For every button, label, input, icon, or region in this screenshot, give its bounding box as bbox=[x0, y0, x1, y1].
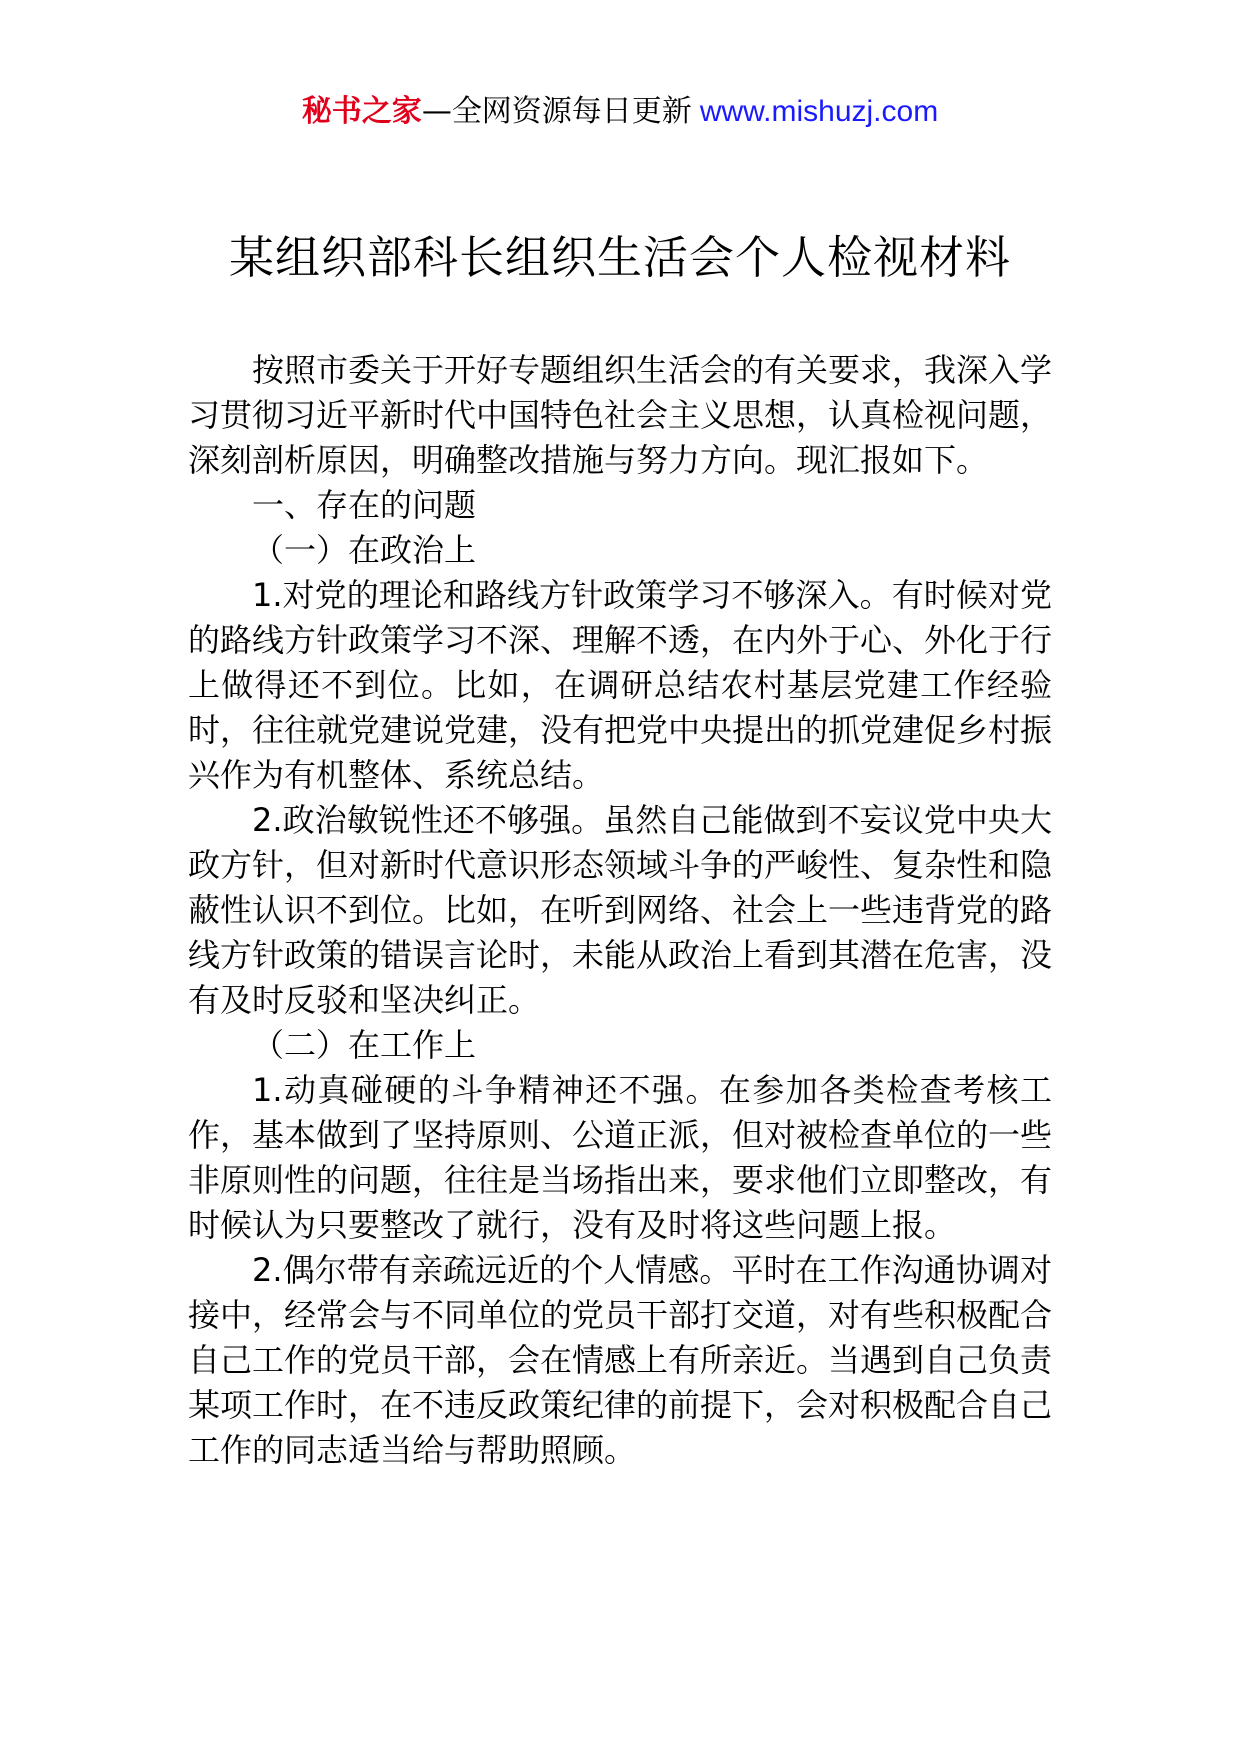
intro-paragraph: 按照市委关于开好专题组织生活会的有关要求，我深入学习贯彻习近平新时代中国特色社会主义思想，认真检视问题，深刻剖析原因，明确整改措施与努力方向。现汇报如下。 bbox=[188, 351, 1053, 479]
brand-name: 秘书之家 bbox=[301, 94, 422, 129]
site-url-link[interactable]: www.mishuzj.com bbox=[699, 95, 939, 128]
header-tagline: —全网资源每日更新 bbox=[421, 94, 692, 129]
work-item-2: 2.偶尔带有亲疏远近的个人情感。平时在工作沟通协调对接中，经常会与不同单位的党员干部打交道，对有些积极配合自己工作的党员干部，会在情感上有所亲近。当遇到自己负责某项工作时，在不违反政策纪律的前提下，会对积极配合自己工作的同志适当给与帮助照顾。 bbox=[188, 1251, 1053, 1469]
subsection-heading-political: （一）在政治上 bbox=[252, 531, 477, 569]
section-heading-problems: 一、存在的问题 bbox=[252, 486, 477, 524]
site-header bbox=[0, 92, 1240, 132]
subsection-heading-work: （二）在工作上 bbox=[252, 1026, 477, 1064]
document-body bbox=[188, 348, 1052, 1473]
document-title: 某组织部科长组织生活会个人检视材料 bbox=[228, 231, 1011, 284]
political-item-1: 1.对党的理论和路线方针政策学习不够深入。有时候对党的路线方针政策学习不深、理解不透，在内外于心、外化于行上做得还不到位。比如，在调研总结农村基层党建工作经验时，往往就党建说党建，没有把党中央提出的抓党建促乡村振兴作为有机整体、系统总结。 bbox=[188, 576, 1053, 794]
political-item-2: 2.政治敏锐性还不够强。虽然自己能做到不妄议党中央大政方针，但对新时代意识形态领域斗争的严峻性、复杂性和隐蔽性认识不到位。比如，在听到网络、社会上一些违背党的路线方针政策的错误言论时，未能从政治上看到其潜在危害，没有及时反驳和坚决纠正。 bbox=[188, 801, 1053, 1019]
work-item-1: 1.动真碰硬的斗争精神还不强。在参加各类检查考核工作，基本做到了坚持原则、公道正派，但对被检查单位的一些非原则性的问题，往往是当场指出来，要求他们立即整改，有时候认为只要整改了就行，没有及时将这些问题上报。 bbox=[188, 1071, 1053, 1244]
